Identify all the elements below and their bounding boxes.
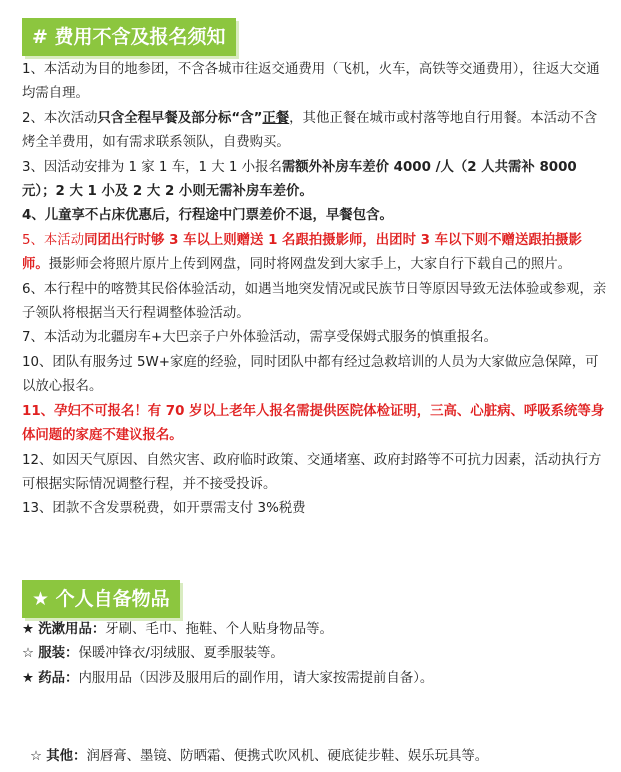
notice-text-segment: 6、本行程中的喀赞其民俗体验活动，如遇当地突发情况或民族节日等原因导致无法体验或参观，亲子领队将根据当天行程调整体验活动。 (22, 281, 607, 322)
section-title-personal-items: ★ 个人自备物品 (22, 580, 180, 618)
notice-text-segment: 正餐 (262, 110, 290, 126)
notice-text-segment: 4、儿童享不占床优惠后，行程途中门票差价不退，早餐包含。 (22, 208, 393, 224)
notice-text-segment: 2、本次活动 (22, 110, 98, 126)
personal-item-label: 药品： (38, 670, 79, 686)
notice-item (22, 351, 607, 400)
item-other (30, 745, 488, 769)
notice-text-segment: 只含全程早餐及部分标“含” (97, 110, 263, 126)
notice-item (22, 156, 607, 205)
personal-item (22, 642, 607, 666)
notice-item (22, 326, 607, 350)
notice-item (22, 58, 607, 107)
notice-text-segment: ，其他正餐在城市或村落等地自行用餐。本活动不含烤全羊费用，如有需求联系领队，自费购买。 (22, 110, 598, 151)
star-icon: ★ (22, 670, 35, 686)
notice-text-segment: 7、本活动为北疆房车+大巴亲子户外体验活动，需享受保姆式服务的慎重报名。 (22, 330, 498, 346)
notice-text-segment: 5、本活动 (22, 232, 85, 248)
fees-notice-list (22, 58, 607, 522)
personal-items-list (22, 618, 607, 691)
notice-item (22, 278, 607, 327)
notice-text-segment: 同团出行时够 3 车以上则赠送 1 名跟拍摄影师，出团时 3 车以下则不赠送跟拍摄影师。 (22, 232, 582, 273)
notice-text-segment: 摄影师会将照片原片上传到网盘，同时将网盘发到大家手上，大家自行下载自己的照片。 (48, 257, 572, 273)
notice-text-segment: 11、孕妇不可报名！有 70 岁以上老年人报名需提供医院体检证明，三高、心脏病、呼吸系统等身体问题的家庭不建议报名。 (22, 403, 605, 444)
personal-item-text: 牙刷、毛巾、拖鞋、个人贴身物品等。 (105, 622, 333, 637)
notice-text-segment: 3、因活动安排为 1 家 1 车，1 大 1 小报名 (22, 159, 282, 175)
item-other-label: 其他： (46, 749, 87, 764)
hollow-star-icon: ☆ (30, 749, 43, 764)
notice-text-segment: 需额外补房车差价 4000 /人（2 人共需补 8000 元）；2 大 1 小及 2 大 2 小则无需补房车差价。 (22, 159, 577, 200)
notice-text-segment: 10、团队有服务过 5W+家庭的经验，同时团队中都有经过急救培训的人员为大家做应急保障，可以放心报名。 (22, 354, 599, 395)
notice-item (22, 400, 607, 449)
hollow-star-icon: ☆ (22, 646, 35, 662)
personal-item-label: 洗漱用品： (38, 622, 106, 637)
notice-text-segment: 1、本活动为目的地参团，不含各城市往返交通费用（飞机，火车，高铁等交通费用），往返大交通均需自理。 (22, 62, 600, 102)
star-icon: ★ (22, 622, 35, 637)
personal-item-text: 内服用品（因涉及服用后的副作用，请大家按需提前自备）。 (78, 670, 434, 686)
section-title-fees: # 费用不含及报名须知 (22, 18, 236, 56)
personal-item-text: 保暖冲锋衣/羽绒服、夏季服装等。 (78, 646, 284, 662)
notice-item (22, 449, 607, 498)
notice-item (22, 107, 607, 156)
personal-item (22, 667, 607, 691)
personal-item (22, 618, 607, 642)
notice-item (22, 204, 607, 228)
notice-text-segment: 12、如因天气原因、自然灾害、政府临时政策、交通堵塞、政府封路等不可抗力因素，活动执行方可根据实际情况调整行程，并不接受投诉。 (22, 452, 602, 492)
item-other-text: 润唇膏、墨镜、防晒霜、便携式吹风机、硬底徒步鞋、娱乐玩具等。 (86, 749, 489, 764)
notice-text-segment: 13、团款不含发票税费，如开票需支付 3%税费 (22, 501, 306, 517)
notice-item (22, 229, 607, 278)
notice-item (22, 497, 607, 521)
personal-item-label: 服装： (38, 646, 79, 662)
